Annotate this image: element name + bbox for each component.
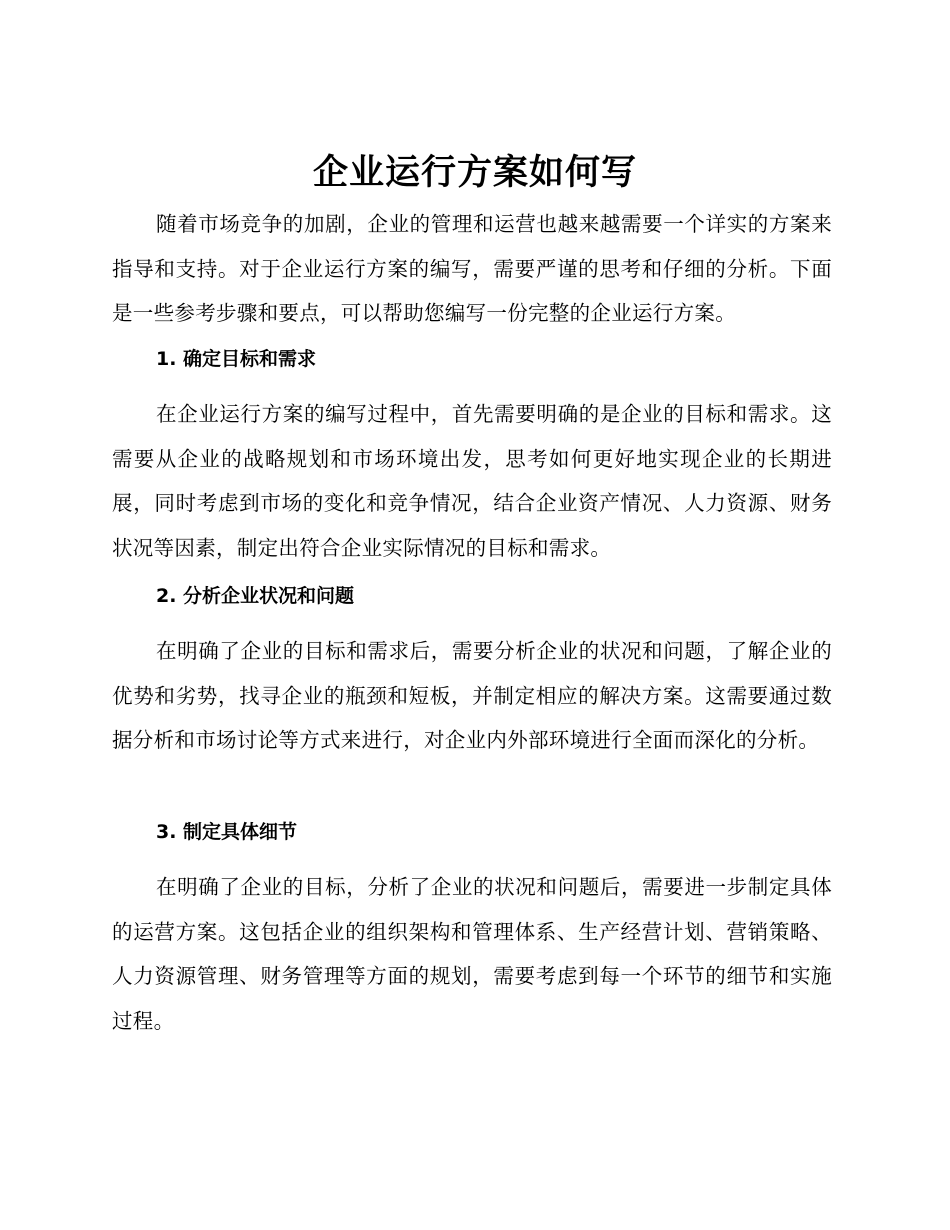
section-body-3: 在明确了企业的目标，分析了企业的状况和问题后，需要进一步制定具体的运营方案。这包括企业的组织架构和管理体系、生产经营计划、营销策略、人力资源管理、财务管理等方面的规划，需要考虑到每一个环节的细节和实施过程。: [112, 875, 832, 1033]
section-body-1: 在企业运行方案的编写过程中，首先需要明确的是企业的目标和需求。这需要从企业的战略规划和市场环境出发，思考如何更好地实现企业的长期进展，同时考虑到市场的变化和竞争情况，结合企业资产情况、人力资源、财务状况等因素，制定出符合企业实际情况的目标和需求。: [112, 402, 832, 560]
section-heading-2: 2. 分析企业状况和问题: [156, 585, 355, 607]
section-body-2: 在明确了企业的目标和需求后，需要分析企业的状况和问题，了解企业的优势和劣势，找寻企业的瓶颈和短板，并制定相应的解决方案。这需要通过数据分析和市场讨论等方式来进行，对企业内外部环境进行全面而深化的分析。: [112, 639, 832, 752]
intro-paragraph: 随着市场竞争的加剧，企业的管理和运营也越来越需要一个详实的方案来指导和支持。对于企业运行方案的编写，需要严谨的思考和仔细的分析。下面是一些参考步骤和要点，可以帮助您编写一份完整的企业运行方案。: [112, 212, 832, 325]
section-heading-1: 1. 确定目标和需求: [156, 348, 317, 370]
section-heading-3: 3. 制定具体细节: [156, 821, 298, 843]
document-title: 企业运行方案如何写: [312, 153, 637, 193]
